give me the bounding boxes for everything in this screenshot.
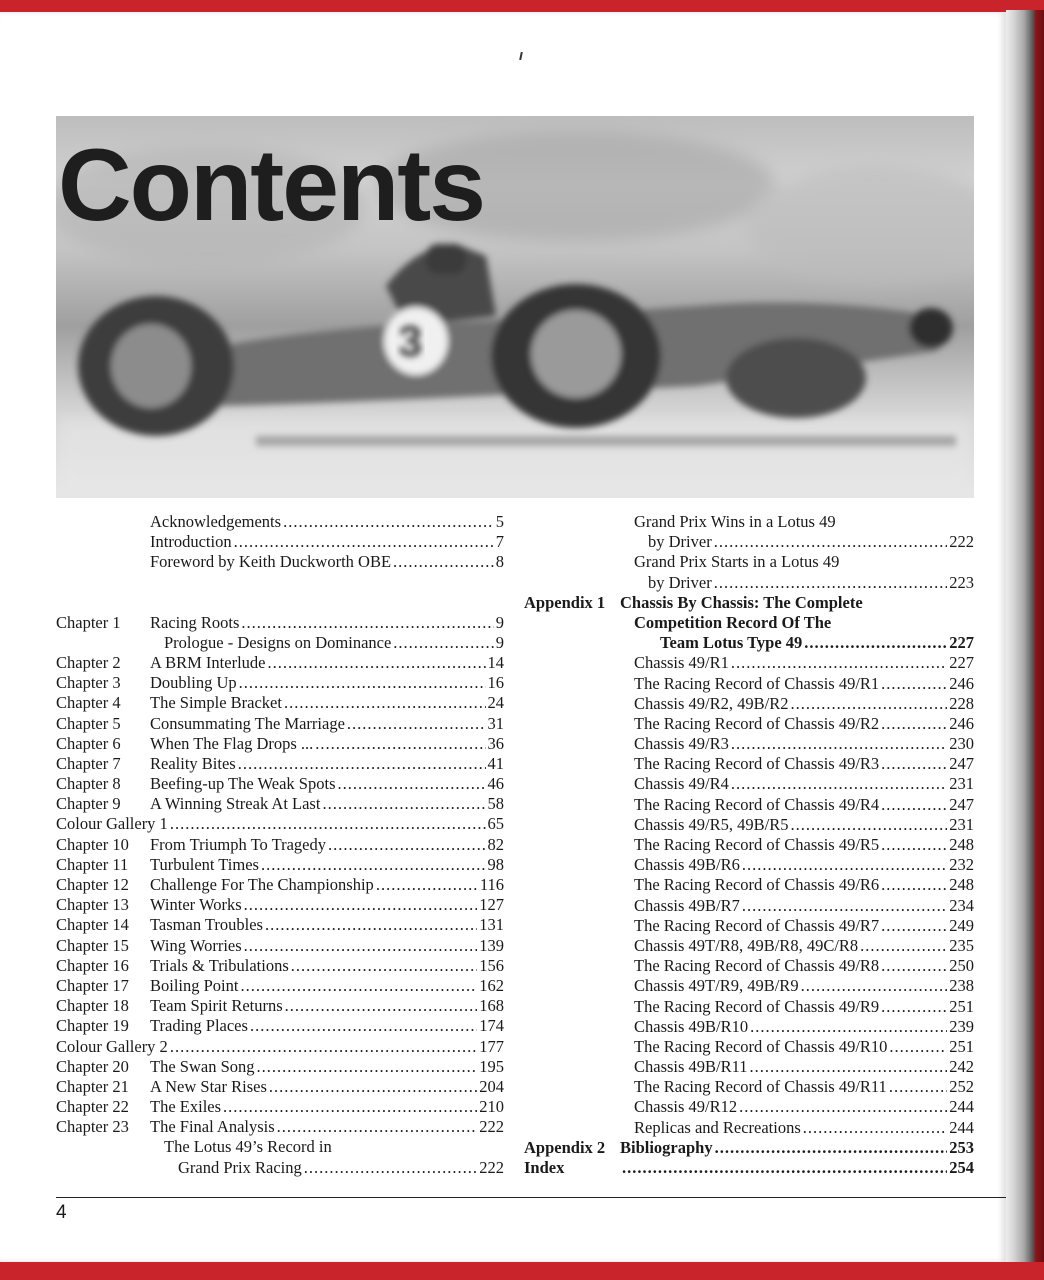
toc-entry[interactable] xyxy=(56,1037,504,1057)
toc-entry-label: Chapter 20 xyxy=(56,1056,129,1076)
toc-entry-label: Chapter 4 xyxy=(56,693,121,713)
toc-entry-label: Chapter 13 xyxy=(56,895,129,915)
toc-entry-title: Chassis 49B/R10 xyxy=(634,1016,749,1036)
toc-entry[interactable] xyxy=(56,1117,504,1137)
toc-entry-page: 254 xyxy=(949,1158,974,1177)
toc-entry[interactable] xyxy=(56,1137,504,1157)
toc-entry-page: 195 xyxy=(479,1056,504,1076)
toc-entry-page: 227 xyxy=(949,653,974,673)
toc-entry-page: 127 xyxy=(479,895,504,915)
page-number: 4 xyxy=(56,1202,67,1223)
toc-entry[interactable] xyxy=(524,573,974,593)
toc-entry[interactable] xyxy=(56,552,504,572)
toc-entry-title: Introduction xyxy=(150,532,232,552)
toc-entry-page: 251 xyxy=(949,996,974,1016)
toc-entry-page: 247 xyxy=(949,754,974,774)
toc-entry[interactable] xyxy=(524,835,974,855)
toc-entry-page: 253 xyxy=(949,1137,974,1157)
toc-entry-page: 227 xyxy=(949,633,974,653)
toc-entry[interactable] xyxy=(524,896,974,916)
toc-entry[interactable] xyxy=(56,693,504,713)
toc-entry-page: 24 xyxy=(487,693,504,713)
dot-leader xyxy=(881,754,947,774)
toc-entry-page: 242 xyxy=(949,1057,974,1077)
toc-entry[interactable] xyxy=(56,794,504,814)
toc-entry[interactable] xyxy=(524,1077,974,1097)
toc-entry-page: 235 xyxy=(949,935,974,955)
toc-entry-label: Chapter 12 xyxy=(56,875,129,894)
dot-leader xyxy=(304,1158,478,1178)
toc-entry[interactable] xyxy=(524,613,974,633)
toc-entry-page: 46 xyxy=(487,774,504,794)
toc-entry[interactable] xyxy=(524,855,974,875)
toc-entry-title: Challenge For The Championship xyxy=(150,875,374,894)
dot-leader xyxy=(322,794,485,814)
toc-entry-title: From Triumph To Tragedy xyxy=(150,834,326,854)
toc-entry-page: 232 xyxy=(949,855,974,875)
toc-entry-title: The Lotus 49’s Record in xyxy=(164,1137,332,1157)
toc-entry-title: The Racing Record of Chassis 49/R8 xyxy=(634,956,880,976)
dot-leader xyxy=(714,532,948,552)
toc-entry-page: 222 xyxy=(479,1157,504,1177)
toc-entry[interactable] xyxy=(524,754,974,774)
toc-entry-title: Boiling Point xyxy=(150,975,239,995)
dot-leader xyxy=(742,896,947,916)
toc-entry-page: 231 xyxy=(949,814,974,834)
toc-entry-label: Chapter 7 xyxy=(56,753,121,773)
toc-entry-title: The Racing Record of Chassis 49/R10 xyxy=(634,1036,888,1056)
toc-entry-label: Chapter 10 xyxy=(56,834,129,854)
toc-entry-page: 5 xyxy=(495,512,504,531)
toc-entry-page: 244 xyxy=(949,1097,974,1117)
toc-entry[interactable] xyxy=(56,835,504,855)
toc-entry-title: The Racing Record of Chassis 49/R1 xyxy=(634,673,880,693)
dot-leader xyxy=(860,936,947,956)
toc-entry-page: 177 xyxy=(479,1036,504,1056)
toc-entry-title: Doubling Up xyxy=(150,673,237,693)
toc-entry-title: Chassis 49B/R11 xyxy=(634,1057,748,1077)
dot-leader xyxy=(241,613,493,633)
toc-entry-page: 139 xyxy=(479,935,504,955)
toc-entry-title: Chassis 49T/R8, 49B/R8, 49C/R8 xyxy=(634,935,859,955)
toc-entry[interactable] xyxy=(56,754,504,774)
toc-entry-page: 9 xyxy=(495,632,504,652)
page-title: Contents xyxy=(58,128,484,242)
toc-entry-page: 252 xyxy=(949,1077,974,1097)
dot-leader xyxy=(376,875,478,895)
toc-entry[interactable] xyxy=(56,875,504,895)
toc-entry-page: 9 xyxy=(495,612,504,632)
dot-leader xyxy=(244,936,478,956)
dot-leader xyxy=(277,1117,478,1137)
toc-entry[interactable] xyxy=(524,653,974,673)
toc-entry-title: The Racing Record of Chassis 49/R6 xyxy=(634,875,880,895)
dot-leader xyxy=(240,976,477,996)
toc-entry[interactable] xyxy=(524,1037,974,1057)
toc-entry[interactable] xyxy=(56,633,504,653)
toc-entry-title: A BRM Interlude xyxy=(150,652,266,672)
toc-entry-label: Chapter 15 xyxy=(56,935,129,955)
dot-leader xyxy=(283,512,494,532)
dot-leader xyxy=(750,1057,948,1077)
toc-entry-title: Chassis 49T/R9, 49B/R9 xyxy=(634,976,799,996)
toc-right-column xyxy=(524,512,974,1178)
toc-entry[interactable] xyxy=(56,1057,504,1077)
toc-entry-title: A Winning Streak At Last xyxy=(150,794,321,814)
toc-entry-label: Chapter 6 xyxy=(56,733,121,753)
toc-entry[interactable] xyxy=(56,532,504,552)
dot-leader xyxy=(881,714,947,734)
toc-entry-title: The Racing Record of Chassis 49/R4 xyxy=(634,794,880,814)
dot-leader xyxy=(328,835,486,855)
toc-entry-label: Chapter 14 xyxy=(56,915,129,935)
dot-leader xyxy=(268,653,486,673)
toc-entry-page: 98 xyxy=(487,854,504,874)
toc-entry-title: Trials & Tribulations xyxy=(150,955,289,975)
toc-entry-title: Racing Roots xyxy=(150,612,240,632)
toc-entry[interactable] xyxy=(524,956,974,976)
toc-entry-label: Chapter 2 xyxy=(56,652,121,672)
dot-leader xyxy=(393,633,493,653)
toc-entry[interactable] xyxy=(524,1138,974,1158)
toc-entry-page: 116 xyxy=(479,875,504,894)
toc-entry-label: Appendix 1 xyxy=(524,592,606,612)
car-number: 3 xyxy=(398,317,423,366)
dot-leader xyxy=(291,956,477,976)
dot-leader xyxy=(881,674,947,694)
toc-entry-label: Chapter 8 xyxy=(56,774,121,794)
footer-rule xyxy=(56,1197,1006,1198)
toc-entry-title: Team Spirit Returns xyxy=(150,996,283,1016)
toc-entry-page: 222 xyxy=(949,532,974,552)
toc-entry-title: Competition Record Of The xyxy=(634,612,832,632)
dot-leader xyxy=(239,673,486,693)
toc-entry[interactable] xyxy=(524,633,974,653)
toc-entry-page: 8 xyxy=(495,552,504,572)
toc-entry[interactable] xyxy=(56,814,504,834)
toc-entry-title: The Simple Bracket xyxy=(150,693,282,713)
toc-entry[interactable] xyxy=(56,895,504,915)
toc-entry[interactable] xyxy=(524,694,974,714)
toc-entry-page: 246 xyxy=(949,673,974,693)
toc-entry-page: 162 xyxy=(479,975,504,995)
toc-entry-page: 230 xyxy=(949,734,974,754)
toc-entry[interactable] xyxy=(56,956,504,976)
toc-entry-page: 228 xyxy=(949,693,974,713)
dot-leader xyxy=(285,996,478,1016)
toc-entry[interactable] xyxy=(524,815,974,835)
toc-entry[interactable] xyxy=(56,996,504,1016)
toc-entry[interactable] xyxy=(56,774,504,794)
toc-entry-page: 174 xyxy=(479,1016,504,1036)
toc-entry[interactable] xyxy=(524,1158,974,1178)
toc-entry[interactable] xyxy=(524,936,974,956)
toc-entry-title: The Swan Song xyxy=(150,1056,255,1076)
toc-entry-page: 231 xyxy=(949,774,974,794)
toc-entry-label: Chapter 16 xyxy=(56,955,129,975)
toc-entry-label: Index xyxy=(524,1158,565,1177)
dot-leader xyxy=(881,875,947,895)
toc-entry[interactable] xyxy=(524,997,974,1017)
toc-entry-title: The Racing Record of Chassis 49/R3 xyxy=(634,754,880,774)
toc-entry-title: The Racing Record of Chassis 49/R7 xyxy=(634,915,880,935)
dot-leader xyxy=(244,895,478,915)
toc-entry[interactable] xyxy=(524,512,974,532)
toc-entry-page: 16 xyxy=(487,673,504,693)
dot-leader xyxy=(731,653,947,673)
toc-entry[interactable] xyxy=(56,936,504,956)
dot-leader xyxy=(265,915,477,935)
toc-entry-page: 14 xyxy=(487,652,504,672)
toc-entry-title: Chassis 49/R1 xyxy=(634,653,729,673)
dot-leader xyxy=(803,1118,947,1138)
toc-entry[interactable] xyxy=(524,1017,974,1037)
dot-leader xyxy=(791,694,948,714)
toc-entry-page: 247 xyxy=(949,794,974,814)
toc-entry-title: Chassis 49/R3 xyxy=(634,734,729,754)
toc-left-column xyxy=(56,512,504,1178)
dot-leader xyxy=(881,956,947,976)
toc-entry-title: Winter Works xyxy=(150,895,242,915)
toc-entry-title: by Driver xyxy=(648,572,712,592)
toc-entry-title: The Racing Record of Chassis 49/R2 xyxy=(634,713,880,733)
dot-leader xyxy=(393,552,494,572)
dot-leader xyxy=(731,734,947,754)
toc-entry-title: Grand Prix Wins in a Lotus 49 xyxy=(634,512,836,531)
toc-entry-page: 210 xyxy=(479,1097,504,1117)
toc-entry-page: 238 xyxy=(949,976,974,996)
dot-leader xyxy=(881,835,947,855)
toc-entry-page: 250 xyxy=(949,956,974,976)
dot-leader xyxy=(234,532,494,552)
dot-leader xyxy=(881,916,947,936)
toc-entry[interactable] xyxy=(524,532,974,552)
toc-entry-label: Chapter 11 xyxy=(56,854,129,874)
dot-leader xyxy=(261,855,486,875)
dot-leader xyxy=(715,1138,948,1158)
toc-entry[interactable] xyxy=(56,1097,504,1117)
dot-leader xyxy=(889,1077,947,1097)
toc-entry[interactable] xyxy=(56,613,504,633)
toc-entry-title: Prologue - Designs on Dominance xyxy=(164,632,392,652)
toc-entry-title: The Racing Record of Chassis 49/R5 xyxy=(634,835,880,854)
toc-entry-label: Chapter 18 xyxy=(56,996,129,1016)
toc-entry[interactable] xyxy=(524,593,974,613)
toc-entry-page: 168 xyxy=(479,996,504,1016)
toc-entry-title: Turbulent Times xyxy=(150,854,259,874)
toc-entry-page: 244 xyxy=(949,1117,974,1137)
toc-entry[interactable] xyxy=(524,976,974,996)
toc-entry[interactable] xyxy=(524,714,974,734)
toc-entry-page: 131 xyxy=(479,915,504,935)
toc-entry-label: Chapter 22 xyxy=(56,1097,129,1117)
toc-entry-title: Team Lotus Type 49 xyxy=(660,633,803,653)
dot-leader xyxy=(257,1057,478,1077)
toc-entry-label: Chapter 21 xyxy=(56,1076,129,1096)
dot-leader xyxy=(889,1037,947,1057)
dot-leader xyxy=(315,734,485,754)
dot-leader xyxy=(250,1016,477,1036)
toc-entry[interactable] xyxy=(56,1077,504,1097)
toc-entry-title: Chassis 49/R12 xyxy=(634,1097,738,1117)
toc-spacer xyxy=(56,573,504,613)
toc-entry-title: Chassis 49/R5, 49B/R5 xyxy=(634,814,789,834)
toc-entry[interactable] xyxy=(56,1016,504,1036)
dot-leader xyxy=(791,815,948,835)
toc-entry-page: 41 xyxy=(487,753,504,773)
dot-leader xyxy=(881,997,947,1017)
toc-entry-page: 239 xyxy=(949,1016,974,1036)
dot-leader xyxy=(170,814,486,834)
toc-entry-page: 249 xyxy=(949,915,974,935)
dot-leader xyxy=(622,1158,947,1178)
toc-entry-page: 65 xyxy=(487,814,504,834)
toc-entry-label: Chapter 1 xyxy=(56,612,121,632)
toc-entry-title: Beefing-up The Weak Spots xyxy=(150,774,336,794)
dot-leader xyxy=(284,693,486,713)
toc-entry-title: Trading Places xyxy=(150,1016,248,1036)
toc-entry-page: 246 xyxy=(949,713,974,733)
toc-entry-title: Replicas and Recreations xyxy=(634,1117,801,1137)
cover-edge-bottom xyxy=(0,1262,1044,1280)
toc-entry-page: 248 xyxy=(949,875,974,895)
toc-entry-title: Tasman Troubles xyxy=(150,915,263,935)
dot-leader xyxy=(338,774,486,794)
dot-leader xyxy=(750,1017,947,1037)
toc-entry-title: Bibliography xyxy=(620,1137,713,1157)
dot-leader xyxy=(881,795,947,815)
toc-entry[interactable] xyxy=(56,915,504,935)
dot-leader xyxy=(223,1097,477,1117)
toc-entry-page: 156 xyxy=(479,955,504,975)
book-binding xyxy=(1006,10,1044,1264)
toc-entry-title: Colour Gallery 2 xyxy=(56,1036,168,1056)
dot-leader xyxy=(347,714,486,734)
toc-entry[interactable] xyxy=(524,875,974,895)
dot-leader xyxy=(801,976,948,996)
toc-entry-title: Chassis By Chassis: The Complete xyxy=(620,592,863,612)
toc-entry-title: Chassis 49/R4 xyxy=(634,774,729,794)
toc-entry[interactable] xyxy=(56,855,504,875)
toc-entry-title: When The Flag Drops ... xyxy=(150,733,314,753)
toc-entry[interactable] xyxy=(524,774,974,794)
toc-entry-page: 234 xyxy=(949,895,974,915)
toc-entry-page: 82 xyxy=(487,834,504,854)
toc-entry-page: 31 xyxy=(487,713,504,733)
toc-entry-title: Wing Worries xyxy=(150,935,242,955)
toc-entry[interactable] xyxy=(56,734,504,754)
toc-entry-title: The Racing Record of Chassis 49/R11 xyxy=(634,1077,887,1097)
toc-entry-title: by Driver xyxy=(648,532,712,552)
dot-leader xyxy=(714,573,948,593)
dot-leader xyxy=(269,1077,477,1097)
toc-entry[interactable] xyxy=(56,512,504,532)
toc-entry[interactable] xyxy=(56,976,504,996)
toc-entry[interactable] xyxy=(524,795,974,815)
dot-leader xyxy=(804,633,947,653)
toc-entry[interactable] xyxy=(524,674,974,694)
toc-entry-page: 223 xyxy=(949,572,974,592)
dot-leader xyxy=(170,1037,477,1057)
toc-entry-label: Appendix 2 xyxy=(524,1137,606,1157)
toc-entry-label: Chapter 3 xyxy=(56,673,121,693)
dot-leader xyxy=(742,855,947,875)
toc-entry[interactable] xyxy=(524,1097,974,1117)
toc-entry-page: 251 xyxy=(949,1036,974,1056)
toc-entry-title: Chassis 49B/R7 xyxy=(634,895,740,915)
toc-entry[interactable] xyxy=(524,1118,974,1138)
toc-entry[interactable] xyxy=(524,552,974,572)
dot-leader xyxy=(238,754,486,774)
toc-entry[interactable] xyxy=(56,1158,504,1178)
toc-entry-title: Reality Bites xyxy=(150,753,236,773)
toc-entry-title: The Exiles xyxy=(150,1097,222,1117)
toc-entry-page: 204 xyxy=(479,1076,504,1096)
toc-entry-title: A New Star Rises xyxy=(150,1076,267,1096)
toc-entry-label: Chapter 19 xyxy=(56,1016,129,1036)
dot-leader xyxy=(739,1097,947,1117)
toc-entry[interactable] xyxy=(524,1057,974,1077)
toc-entry-page: 36 xyxy=(487,733,504,753)
dot-leader xyxy=(731,774,947,794)
toc-entry-label: Chapter 5 xyxy=(56,713,121,733)
toc-entry[interactable] xyxy=(524,734,974,754)
toc-entry-title: Colour Gallery 1 xyxy=(56,814,168,834)
toc-entry[interactable] xyxy=(56,653,504,673)
toc-entry-title: Grand Prix Racing xyxy=(178,1157,302,1177)
toc-entry-page: 222 xyxy=(479,1117,504,1137)
toc-entry-title: Chassis 49/R2, 49B/R2 xyxy=(634,693,789,713)
toc-entry-title: Consummating The Marriage xyxy=(150,713,345,733)
hero-photo xyxy=(56,116,974,498)
toc-entry-title: The Racing Record of Chassis 49/R9 xyxy=(634,996,880,1016)
toc-entry-title: Acknowledgements xyxy=(150,512,282,531)
toc-entry-title: Grand Prix Starts in a Lotus 49 xyxy=(634,552,840,572)
toc-entry-label: Chapter 17 xyxy=(56,975,129,995)
toc-entry-title: Chassis 49B/R6 xyxy=(634,855,740,875)
toc-entry-page: 58 xyxy=(487,794,504,814)
toc-entry-label: Chapter 9 xyxy=(56,794,121,814)
toc-entry[interactable] xyxy=(56,673,504,693)
toc-entry[interactable] xyxy=(524,916,974,936)
toc-entry-label: Chapter 23 xyxy=(56,1117,129,1137)
toc-entry-title: The Final Analysis xyxy=(150,1117,275,1137)
toc-entry-title: Foreword by Keith Duckworth OBE xyxy=(150,552,392,572)
toc-entry-page: 7 xyxy=(495,532,504,552)
toc-entry-page: 248 xyxy=(949,835,974,854)
toc-entry[interactable] xyxy=(56,714,504,734)
